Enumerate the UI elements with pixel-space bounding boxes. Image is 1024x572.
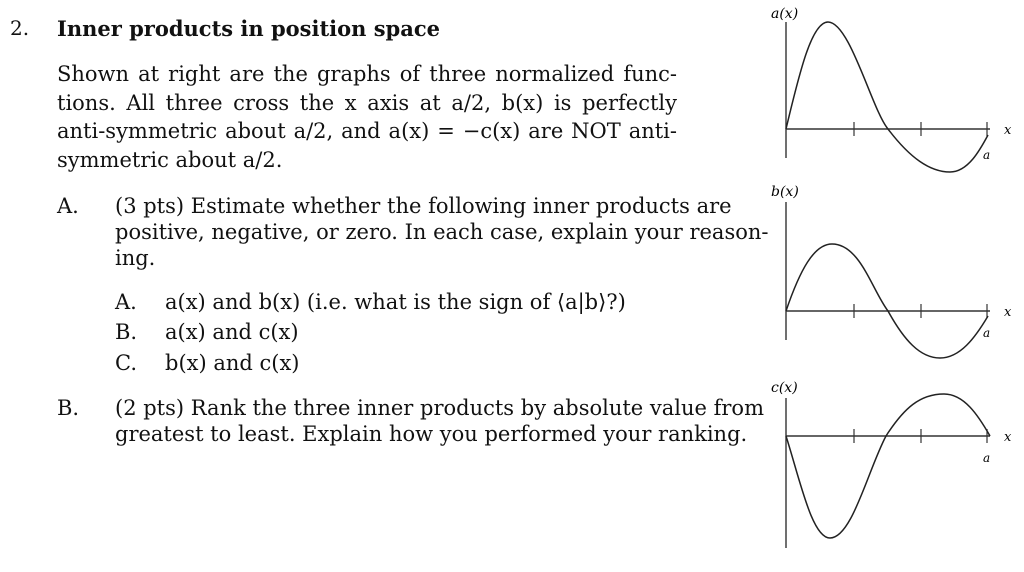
part-a-line-3: ing. (115, 246, 156, 270)
problem-number: 2. (10, 16, 30, 40)
intro-line-3: anti-symmetric about a/2, and a(x) = −c(x) are NOT anti- (57, 119, 677, 143)
subpart-a-text: a(x) and b(x) (i.e. what is the sign of ⟨a|b⟩?) (165, 290, 626, 314)
graph-c (771, 380, 1012, 548)
part-a-label: A. (57, 194, 79, 218)
graph-c-curve (786, 394, 990, 538)
intro-line-4: symmetric about a/2. (57, 148, 283, 172)
part-b-line-1: (2 pts) Rank the three inner products by absolute value from (115, 396, 764, 420)
subpart-c-text: b(x) and c(x) (165, 351, 300, 375)
intro-line-2: tions. All three cross the x axis at a/2, b(x) is perfectly (57, 91, 677, 115)
subpart-c-label: C. (115, 351, 137, 375)
graph-c-name: c(x) (771, 380, 798, 396)
graph-b-name: b(x) (771, 184, 799, 200)
graph-c-x-label: x (1004, 430, 1012, 445)
problem-title: Inner products in position space (57, 16, 440, 41)
intro-line-1: Shown at right are the graphs of three normalized func- (57, 62, 677, 86)
graph-b-end-label: a (983, 326, 991, 340)
subpart-b-text: a(x) and c(x) (165, 320, 299, 344)
graph-a-name: a(x) (771, 6, 799, 22)
subpart-a-label: A. (115, 290, 137, 314)
part-b-line-2: greatest to least. Explain how you performed your ranking. (115, 422, 748, 446)
part-a-line-2: positive, negative, or zero. In each case, explain your reason- (115, 220, 769, 244)
graph-a (771, 6, 1012, 172)
graph-c-end-label: a (983, 451, 991, 465)
function-graphs (740, 0, 1024, 572)
part-b-label: B. (57, 396, 80, 420)
subpart-b-label: B. (115, 320, 138, 344)
graph-a-end-label: a (983, 148, 991, 162)
part-a-line-1: (3 pts) Estimate whether the following inner products are (115, 194, 732, 218)
graph-b-x-label: x (1004, 305, 1012, 320)
graph-b (771, 184, 1012, 358)
graph-b-curve (786, 244, 991, 358)
graph-a-curve (786, 22, 991, 172)
graph-a-x-label: x (1004, 123, 1012, 138)
